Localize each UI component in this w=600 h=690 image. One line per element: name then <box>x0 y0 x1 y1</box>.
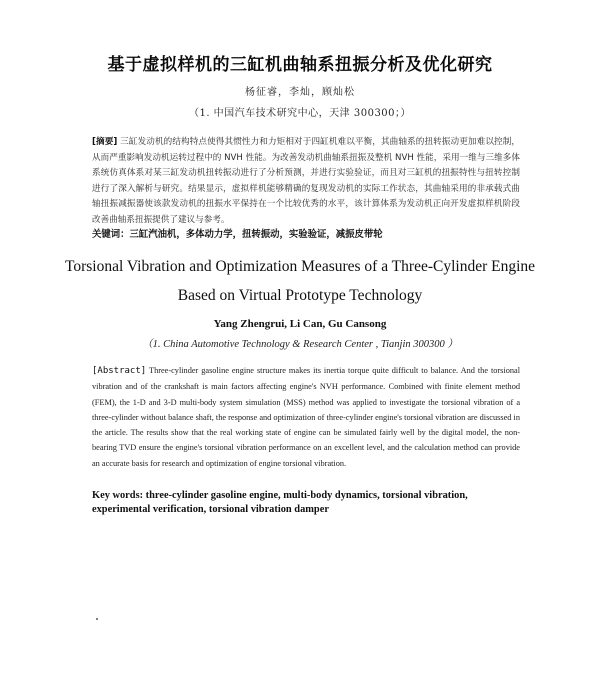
english-keywords: Key words: three-cylinder gasoline engine, multi-body dynamics, torsional vibration, experimental verification, torsional vibration damper <box>92 490 468 515</box>
english-title-line-2: Based on Virtual Prototype Technology <box>177 287 423 304</box>
chinese-abstract-label: [摘要] <box>92 137 118 147</box>
english-abstract-text: Three-cylinder gasoline engine structure makes its inertia torque quite difficult to balance. And the torsional vibration and of the crankshaft is main factors affecting engine's NVH performance. Combined with finite element method (FEM), the 1-D and 3-D multi-body system simulation (MSS) method was applied to investigate the torsional vibration of a three-cylinder without balance shaft, the response and optimization of three-cylinder engine's torsional vibration are discussed in the article. The results show that the real working state of engine can be simulated fairly well by the digital model, the non-bearing TVD ensure the engine's torsional vibration performance on an excellent level, and the calculation method can provide an accurate basis for research and optimization of engine torsional vibration. <box>92 366 520 468</box>
english-abstract-label: [Abstract] <box>92 366 147 376</box>
chinese-affiliation: （1. 中国汽车技术研究中心，天津 300300；） <box>188 108 412 119</box>
english-affiliation: （1. China Automotive Technology & Research Center , Tianjin 300300 ） <box>142 339 458 350</box>
english-authors: Yang Zhengrui, Li Can, Gu Cansong <box>213 318 387 330</box>
chinese-abstract <box>92 135 520 228</box>
english-abstract <box>92 363 520 471</box>
chinese-title: 基于虚拟样机的三缸机曲轴系扭振分析及优化研究 <box>107 55 493 75</box>
chinese-abstract-text: 三缸发动机的结构特点使得其惯性力和力矩相对于四缸机难以平衡，其曲轴系的扭转振动更加难以控制，从而严重影响发动机运转过程中的 NVH 性能。为改善发动机曲轴系扭振及整机 NVH 性能，采用一维与三维多体系统仿真体系对某三缸发动机扭转振动进行了分析预测，并进行实验验证，而且对三缸机的扭振特性与扭转控制进行了深入解析与研究。结果显示，虚拟样机能够精确的复现发动机的实际工作状态，其曲轴采用的非承载式曲轴扭振减振器使该款发动机的扭振水平保持在一个比较优秀的水平，该计算体系为发动机正向开发虚拟样机阶段改善曲轴系扭振提供了建议与参考。 <box>92 137 520 225</box>
english-title-line-1: Torsional Vibration and Optimization Measures of a Three-Cylinder Engine <box>64 258 536 275</box>
scan-speck <box>96 618 98 620</box>
chinese-authors: 杨征睿，李灿，顾灿松 <box>245 87 355 98</box>
chinese-keywords: 关键词：三缸汽油机，多体动力学，扭转振动，实验验证，减振皮带轮 <box>92 229 383 240</box>
